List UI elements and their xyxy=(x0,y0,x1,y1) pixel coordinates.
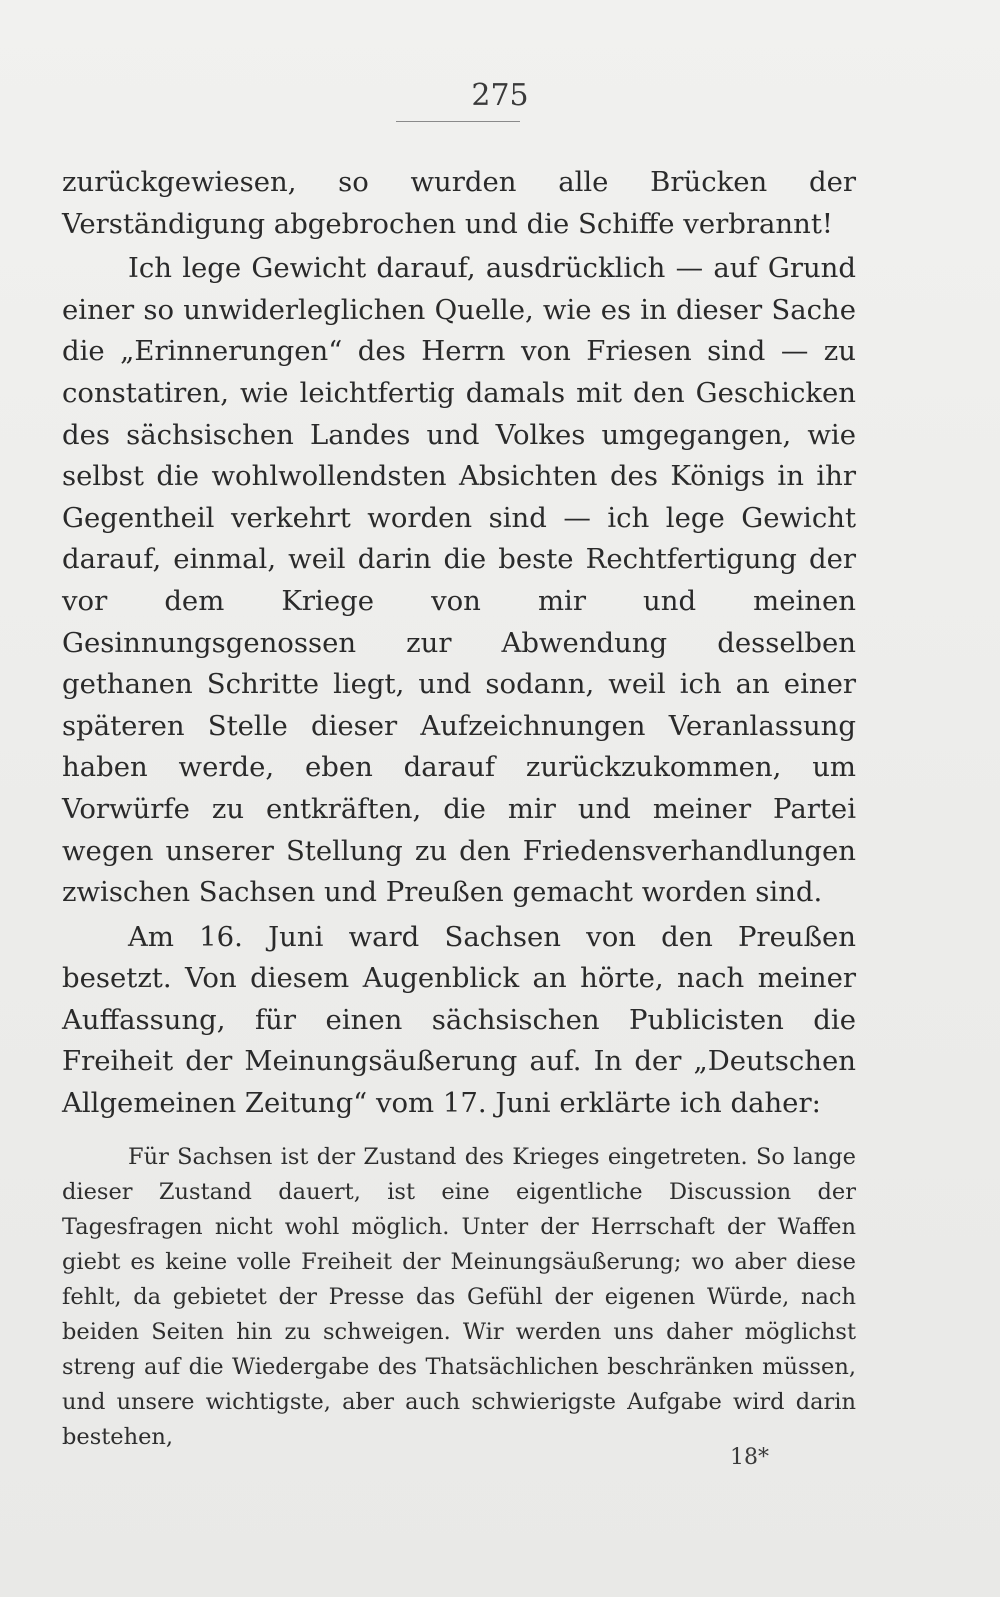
paragraph-3: Am 16. Juni ward Sachsen von den Preußen besetzt. Von diesem Augenblick an hörte, nach meiner Auffassung, für einen sächsischen Publicisten die Freiheit der Meinungsäußerung auf. In der „Deutschen Allgemeinen Zeitung“ vom 17. Juni erklärte ich daher: xyxy=(62,920,856,1120)
paragraph-1: zurückgewiesen, so wurden alle Brücken der Verständigung abgebrochen und die Schiffe verbrannt! xyxy=(62,166,856,240)
header-rule xyxy=(396,121,520,122)
page-number: 275 xyxy=(471,78,529,113)
signature-mark: 18* xyxy=(730,1445,769,1470)
quoted-statement xyxy=(62,1140,856,1455)
main-text-block xyxy=(62,162,856,1125)
quote-paragraph: Für Sachsen ist der Zustand des Krieges eingetreten. So lange dieser Zustand dauert, ist eine eigentliche Discussion der Tagesfragen nicht wohl möglich. Unter der Herrschaft der Waffen giebt es keine volle Freiheit der Meinungsäußerung; wo aber diese fehlt, da gebietet der Presse das Gefühl der eigenen Würde, nach beiden Seiten hin zu schweigen. Wir werden uns daher möglichst streng auf die Wiedergabe des Thatsächlichen beschränken müssen, und unsere wichtigste, aber auch schwierigste Aufgabe wird darin bestehen, xyxy=(62,1144,856,1450)
paragraph-2: Ich lege Gewicht darauf, ausdrücklich — auf Grund einer so unwiderleglichen Quelle, wie es in dieser Sache die „Erinnerungen“ des Herrn von Friesen sind — zu constatiren, wie leichtfertig damals mit den Geschicken des sächsischen Landes und Volkes umgegangen, wie selbst die wohlwollendsten Absichten des Königs in ihr Gegentheil verkehrt worden sind — ich lege Gewicht darauf, einmal, weil darin die beste Rechtfertigung der vor dem Kriege von mir und meinen Gesinnungsgenossen zur Abwendung desselben gethanen Schritte liegt, und sodann, weil ich an einer späteren Stelle dieser Aufzeichnungen Veranlassung haben werde, eben darauf zurückzukommen, um Vorwürfe zu entkräften, die mir und meiner Partei wegen unserer Stellung zu den Friedensverhandlungen zwischen Sachsen und Preußen gemacht worden sind. xyxy=(62,252,856,909)
